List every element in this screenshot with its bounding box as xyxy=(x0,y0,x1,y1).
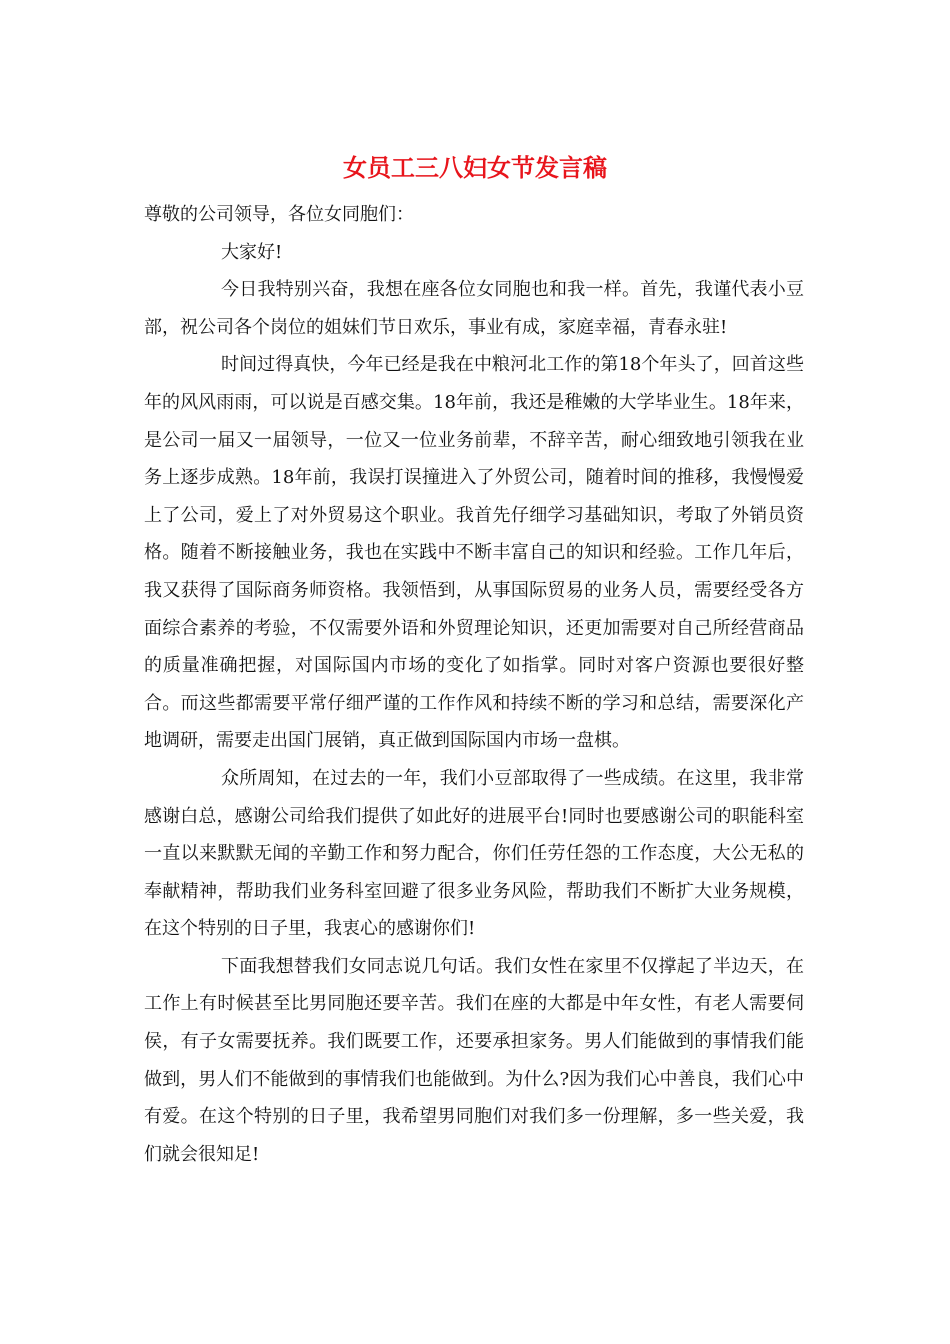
paragraph-greeting: 大家好! xyxy=(221,241,283,263)
paragraph-thanks: 众所周知，在过去的一年，我们小豆部取得了一些成绩。在这里，我非常感谢白总，感谢公司给我们提供了如此好的进展平台!同时也要感谢公司的职能科室一直以来默默无闻的辛勤工作和努力配合，你们任劳任怨的工作态度，大公无私的奉献精神，帮助我们业务科室回避了很多业务风险，帮助我们不断扩大业务规模，在这个特别的日子里，我衷心的感谢你们! xyxy=(144,767,804,940)
document-body xyxy=(144,196,804,1173)
salutation: 尊敬的公司领导，各位女同胞们： xyxy=(144,204,414,225)
paragraph-career: 时间过得真快，今年已经是我在中粮河北工作的第18个年头了，回首这些年的风风雨雨，可以说是百感交集。18年前，我还是稚嫩的大学毕业生。18年来，是公司一届又一届领导，一位又一位业务前辈，不辞辛苦，耐心细致地引领我在业务上逐步成熟。18年前，我误打误撞进入了外贸公司，随着时间的推移，我慢慢爱上了公司，爱上了对外贸易这个职业。我首先仔细学习基础知识，考取了外销员资格。随着不断接触业务，我也在实践中不断丰富自己的知识和经验。工作几年后，我又获得了国际商务师资格。我领悟到，从事国际贸易的业务人员，需要经受各方面综合素养的考验，不仅需要外语和外贸理论知识，还更加需要对自己所经营商品的质量准确把握，对国际国内市场的变化了如指掌。同时对客户资源也要很好整合。而这些都需要平常仔细严谨的工作作风和持续不断的学习和总结，需要深化产地调研，需要走出国门展销，真正做到国际国内市场一盘棋。 xyxy=(144,354,804,752)
document-title: 女员工三八妇女节发言稿 xyxy=(343,153,607,182)
paragraph-opening: 今日我特别兴奋，我想在座各位女同胞也和我一样。首先，我谨代表小豆部，祝公司各个岗位的姐妹们节日欢乐，事业有成，家庭幸福，青春永驻! xyxy=(144,279,804,338)
paragraph-women: 下面我想替我们女同志说几句话。我们女性在家里不仅撑起了半边天，在工作上有时候甚至比男同胞还要辛苦。我们在座的大都是中年女性，有老人需要伺侯，有子女需要抚养。我们既要工作，还要承担家务。男人们能做到的事情我们能做到，男人们不能做到的事情我们也能做到。为什么?因为我们心中善良，我们心中有爱。在这个特别的日子里，我希望男同胞们对我们多一份理解，多一些关爱，我们就会很知足! xyxy=(144,955,804,1165)
